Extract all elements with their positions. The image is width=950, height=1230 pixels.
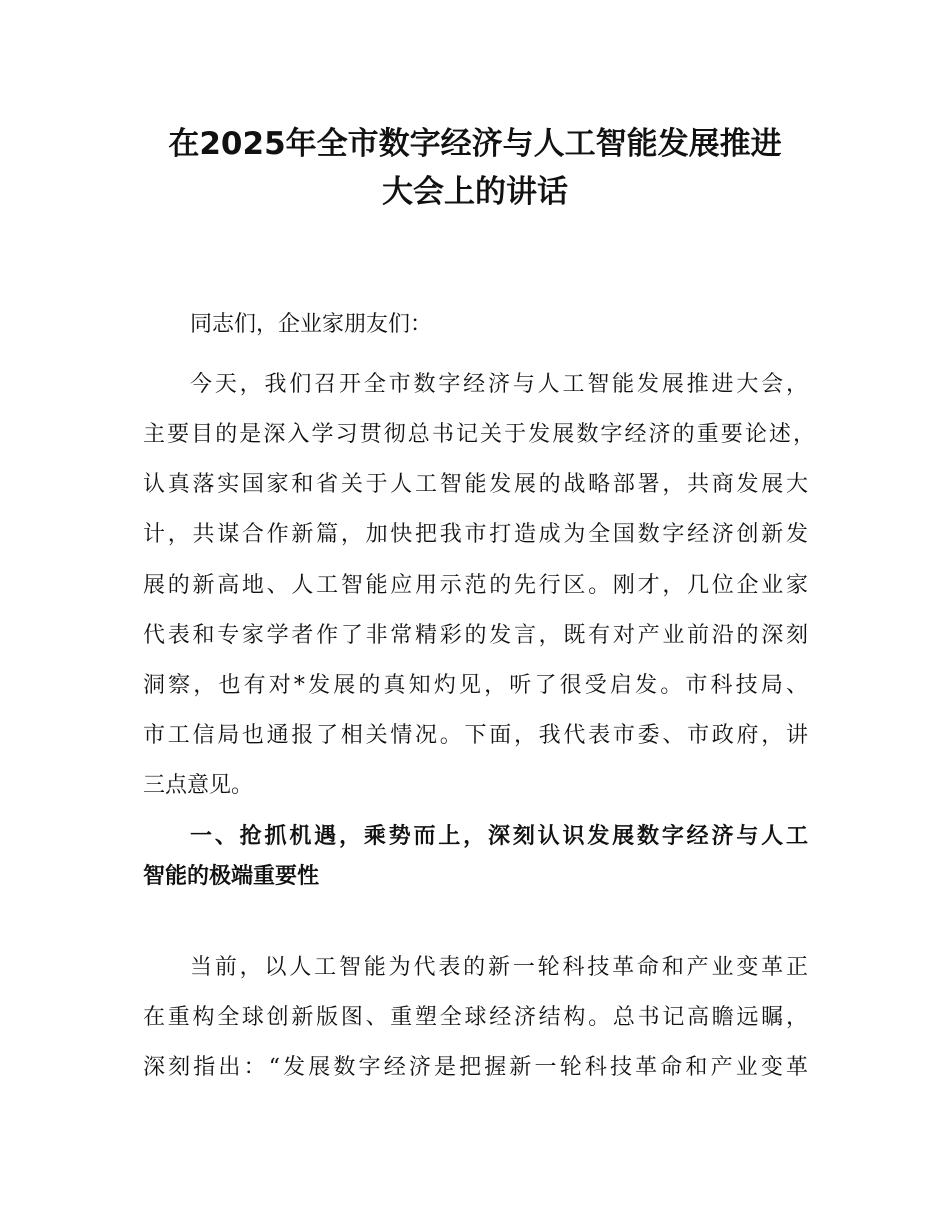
text-line: 主要目的是深入学习贯彻总书记关于发展数字经济的重要论述，: [143, 422, 815, 447]
heading-line: 智能的极端重要性: [143, 864, 320, 889]
salutation: 同志们，企业家朋友们：: [190, 312, 433, 337]
text-line: 深刻指出：“发展数字经济是把握新一轮科技革命和产业变革: [143, 1055, 808, 1080]
text-line: 认真落实国家和省关于人工智能发展的战略部署，共商发展大: [143, 472, 808, 497]
title-line: 在2025年全市数字经济与人工智能发展推进: [168, 126, 782, 162]
text-line: 代表和专家学者作了非常精彩的发言，既有对产业前沿的深刻: [143, 623, 808, 648]
text-line: 三点意见。: [143, 773, 254, 798]
text-line: 当前，以人工智能为代表的新一轮科技革命和产业变革正: [190, 955, 808, 980]
text-line: 市工信局也通报了相关情况。下面，我代表市委、市政府，讲: [143, 723, 808, 748]
text-line: 在重构全球创新版图、重塑全球经济结构。总书记高瞻远瞩，: [143, 1005, 808, 1030]
title-line: 大会上的讲话: [382, 174, 568, 210]
text-line: 展的新高地、人工智能应用示范的先行区。刚才，几位企业家: [143, 573, 808, 598]
text-line: 计，共谋合作新篇，加快把我市打造成为全国数字经济创新发: [143, 522, 808, 547]
text-line: 今天，我们召开全市数字经济与人工智能发展推进大会，: [190, 372, 808, 397]
text-line: 洞察，也有对*发展的真知灼见，听了很受启发。市科技局、: [143, 673, 808, 698]
heading-line: 一、抢抓机遇，乘势而上，深刻认识发展数字经济与人工: [190, 824, 808, 849]
